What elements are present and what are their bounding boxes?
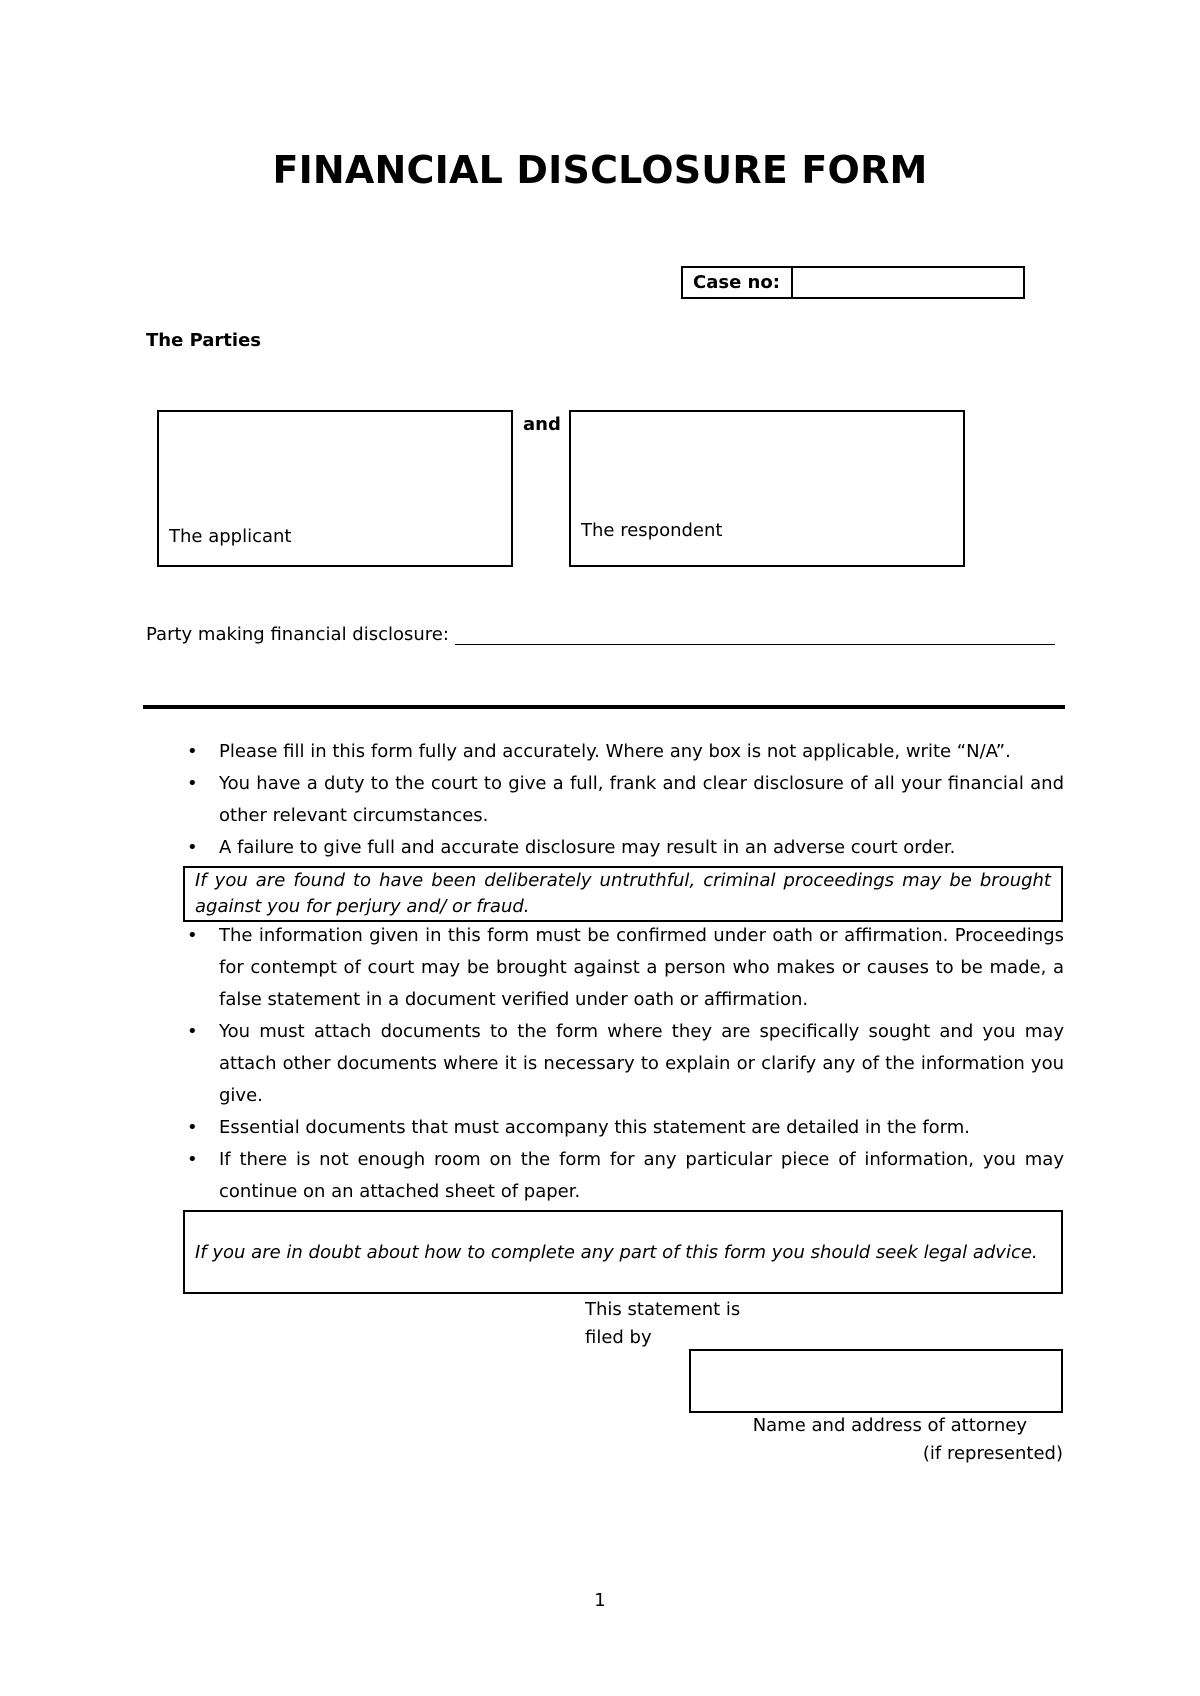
attorney-caption-line1: Name and address of attorney	[752, 1415, 1027, 1436]
parties-connector: and	[523, 414, 561, 435]
instructions-list	[184, 736, 1064, 864]
page-number: 1	[594, 1590, 606, 1611]
applicant-box[interactable]	[157, 410, 513, 567]
case-number-label: Case no:	[683, 268, 793, 297]
filed-by-label: This statement is filed by	[585, 1299, 741, 1348]
attorney-caption	[660, 1412, 1063, 1468]
legal-advice-notice	[183, 1210, 1063, 1294]
case-number-input[interactable]	[793, 268, 1023, 297]
instruction-item: • The information given in this form must be confirmed under oath or affirmation. Proceedings for contempt of court may be brought against a person who makes or causes to be made, a false statement in a document verified under oath or affirmation.	[184, 920, 1064, 1016]
disclosure-party-input[interactable]	[455, 624, 1055, 645]
section-divider	[143, 705, 1065, 709]
instruction-item: • You have a duty to the court to give a full, frank and clear disclosure of all your financial and other relevant circumstances.	[184, 768, 1064, 832]
instruction-item: • Please fill in this form fully and accurately. Where any box is not applicable, write “N/A”.	[184, 736, 1064, 768]
perjury-warning: If you are found to have been deliberately untruthful, criminal proceedings may be brought against you for perjury and/ or fraud.	[183, 866, 1063, 922]
respondent-box[interactable]	[569, 410, 965, 567]
instruction-item: • If there is not enough room on the form for any particular piece of information, you may continue on an attached sheet of paper.	[184, 1144, 1064, 1208]
attorney-caption-line2: (if represented)	[922, 1443, 1063, 1464]
disclosure-party-row	[146, 624, 1055, 645]
parties-heading: The Parties	[146, 330, 261, 351]
instructions-list-continued	[184, 920, 1064, 1208]
disclosure-party-label: Party making financial disclosure:	[146, 624, 449, 645]
instruction-item: • You must attach documents to the form where they are specifically sought and you may attach other documents where it is necessary to explain or clarify any of the information you give.	[184, 1016, 1064, 1112]
attorney-input[interactable]	[689, 1349, 1063, 1413]
legal-advice-text: If you are in doubt about how to complete any part of this form you should seek legal advice.	[195, 1241, 1038, 1263]
applicant-label: The applicant	[169, 526, 292, 547]
instruction-item: • Essential documents that must accompany this statement are detailed in the form.	[184, 1112, 1064, 1144]
case-number-field	[681, 266, 1025, 299]
form-title: FINANCIAL DISCLOSURE FORM	[272, 148, 928, 192]
respondent-label: The respondent	[581, 520, 723, 541]
instruction-item: • A failure to give full and accurate disclosure may result in an adverse court order.	[184, 832, 1064, 864]
